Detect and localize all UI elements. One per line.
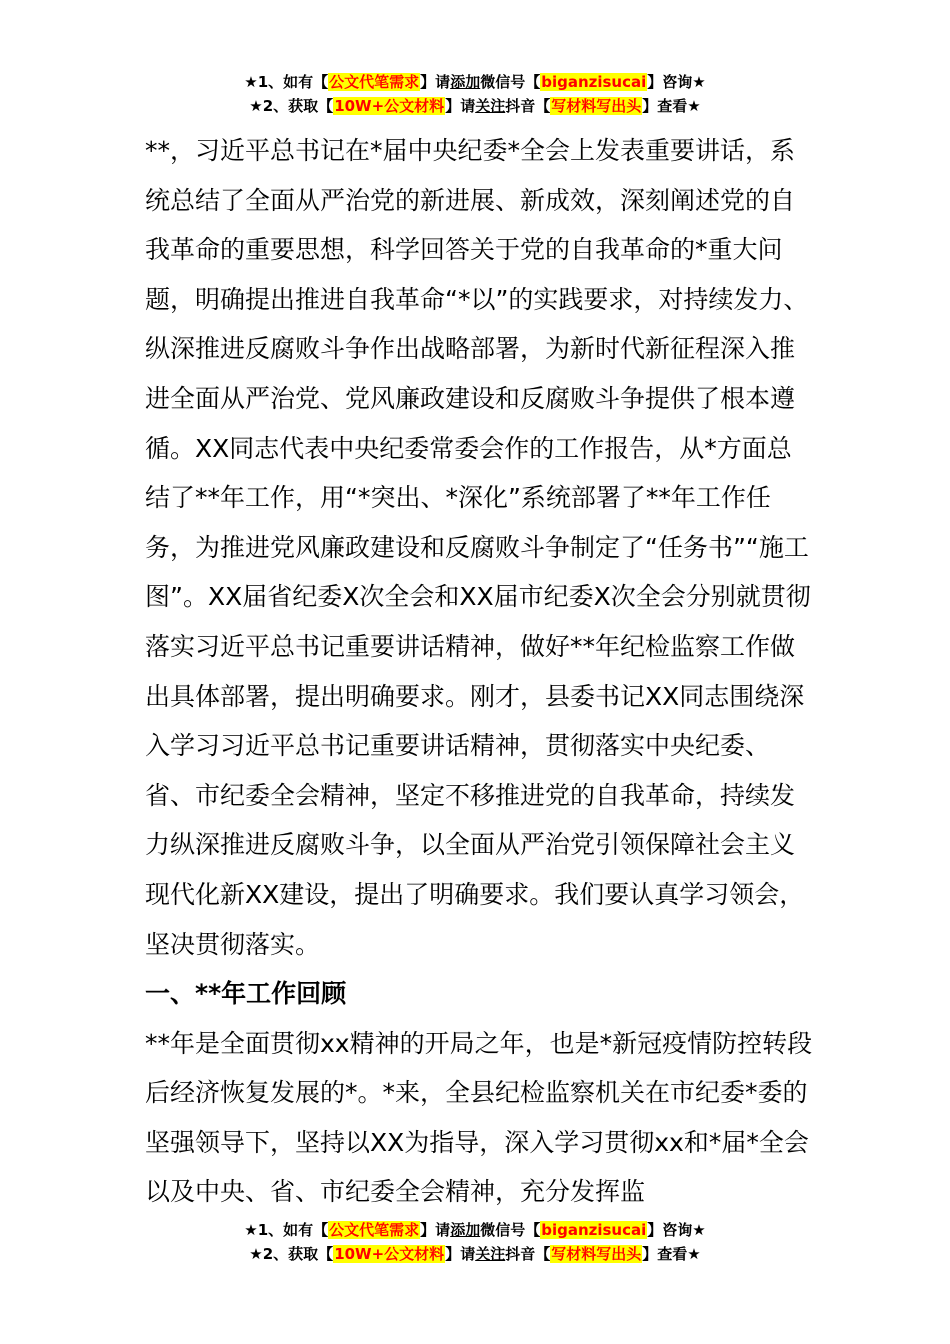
banner-text: 抖音【 bbox=[505, 97, 551, 115]
header-banner bbox=[0, 70, 950, 118]
banner-line-2 bbox=[0, 94, 950, 118]
banner-text: ★1、如有【 bbox=[244, 1221, 329, 1239]
document-body bbox=[145, 126, 815, 1217]
section-heading: 一、**年工作回顾 bbox=[145, 979, 347, 1009]
banner-text: ★1、如有【 bbox=[244, 73, 329, 91]
banner-douyin-id: 写材料写出头 bbox=[551, 1245, 642, 1263]
banner-text: 】请 bbox=[420, 1221, 451, 1239]
document-paragraph: **年是全面贯彻xx精神的开局之年，也是*新冠疫情防控转段后经济恢复发展的*。*来，全县纪检监察机关在市纪委*委的坚强领导下，坚持以XX为指导，深入学习贯彻xx和*届*全会以及中央、省、市纪委全会精神，充分发挥监 bbox=[145, 1028, 813, 1207]
banner-wechat-id: biganzisucai bbox=[541, 1221, 647, 1239]
banner-text: 抖音【 bbox=[505, 1245, 551, 1263]
banner-underlined-text: 添加 bbox=[450, 73, 481, 91]
document-paragraph: **，习近平总书记在*届中央纪委*全会上发表重要讲话，系统总结了全面从严治党的新进展、新成效，深刻阐述党的自我革命的重要思想，科学回答关于党的自我革命的*重大问题，明确提出推进自我革命“*以”的实践要求，对持续发力、纵深推进反腐败斗争作出战略部署，为新时代新征程深入推进全面从严治党、党风廉政建设和反腐败斗争提供了根本遵循。XX同志代表中央纪委常委会作的工作报告，从*方面总结了**年工作，用“*突出、*深化”系统部署了**年工作任务，为推进党风廉政建设和反腐败斗争制定了“任务书”“施工图”。XX届省纪委X次全会和XX届市纪委X次全会分别就贯彻落实习近平总书记重要讲话精神，做好**年纪检监察工作做出具体部署，提出明确要求。刚才，县委书记XX同志围绕深入学习习近平总书记重要讲话精神，贯彻落实中央纪委、省、市纪委全会精神，坚定不移推进党的自我革命，持续发力纵深推进反腐败斗争，以全面从严治党引领保障社会主义现代化新XX建设，提出了明确要求。我们要认真学习领会，坚决贯彻落实。 bbox=[145, 136, 811, 959]
footer-banner bbox=[0, 1218, 950, 1266]
banner-douyin-id: 写材料写出头 bbox=[551, 97, 642, 115]
banner-text: 微信号【 bbox=[480, 1221, 541, 1239]
banner-text: 】查看★ bbox=[642, 1245, 701, 1263]
banner-underlined-text: 关注 bbox=[475, 97, 506, 115]
banner-highlight: 公文代笔需求 bbox=[329, 1221, 420, 1239]
banner-text: 】查看★ bbox=[642, 97, 701, 115]
banner-highlight: 公文代笔需求 bbox=[329, 73, 420, 91]
banner-underlined-text: 关注 bbox=[475, 1245, 506, 1263]
banner-text: ★2、获取【 bbox=[249, 97, 334, 115]
banner-line-1 bbox=[0, 70, 950, 94]
banner-text: 】请 bbox=[420, 73, 451, 91]
banner-highlight: 10W+公文材料 bbox=[334, 97, 445, 115]
banner-highlight: 10W+公文材料 bbox=[334, 1245, 445, 1263]
banner-text: 微信号【 bbox=[480, 73, 541, 91]
banner-line-1 bbox=[0, 1218, 950, 1242]
banner-text: 】请 bbox=[445, 1245, 476, 1263]
banner-text: 】咨询★ bbox=[647, 1221, 706, 1239]
banner-text: ★2、获取【 bbox=[249, 1245, 334, 1263]
banner-line-2 bbox=[0, 1242, 950, 1266]
banner-underlined-text: 添加 bbox=[450, 1221, 481, 1239]
banner-text: 】咨询★ bbox=[647, 73, 706, 91]
banner-text: 】请 bbox=[445, 97, 476, 115]
banner-wechat-id: biganzisucai bbox=[541, 73, 647, 91]
